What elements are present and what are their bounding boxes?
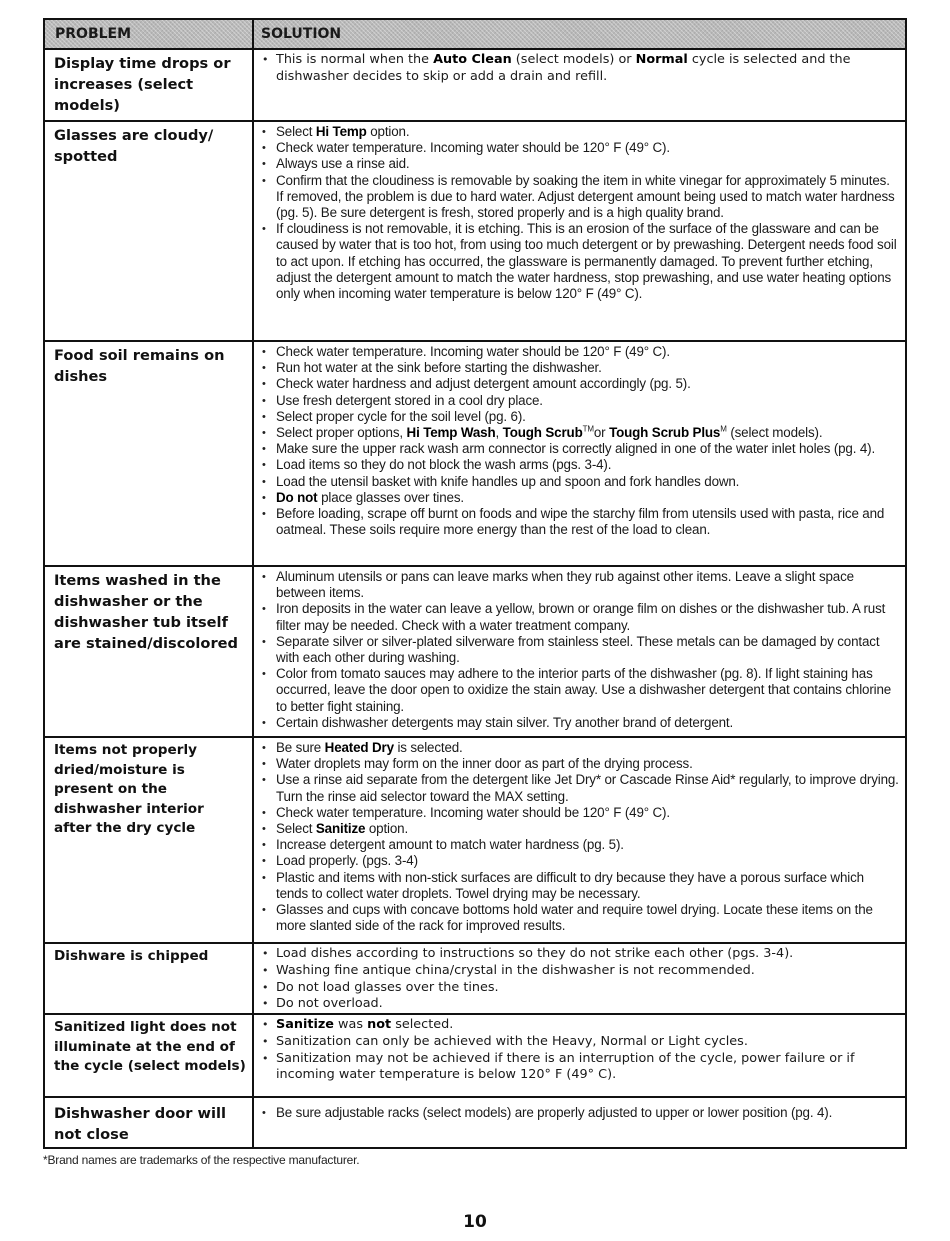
solution-cell	[254, 738, 905, 942]
solution-item: • Color from tomato sauces may adhere to the interior parts of the dishwasher (pg. 8). If light staining has occurred, leave the door open to oxidize the stain away. Use a dishwasher detergent that contains chlorine to better fight staining.	[260, 666, 899, 715]
solution-cell	[254, 1015, 905, 1096]
solution-item: • Be sure adjustable racks (select models) are properly adjusted to upper or lower position (pg. 4).	[260, 1105, 899, 1121]
solution-item: • Use a rinse aid separate from the detergent like Jet Dry* or Cascade Rinse Aid* regularly, to improve drying. Turn the rinse aid selector toward the MAX setting.	[260, 772, 899, 804]
page-number: 10	[463, 1212, 487, 1232]
solution-item: • Increase detergent amount to match water hardness (pg. 5).	[260, 837, 899, 853]
solution-item: • This is normal when the Auto Clean (select models) or Normal cycle is selected and the dishwasher decides to skip or add a drain and refill.	[260, 52, 899, 86]
table-header	[45, 20, 905, 50]
solution-item: • Washing fine antique china/crystal in the dishwasher is not recommended.	[260, 963, 899, 980]
solution-item: • Select Hi Temp option.	[260, 124, 899, 140]
solution-item: • Check water temperature. Incoming water should be 120° F (49° C).	[260, 805, 899, 821]
problem-cell: Glasses are cloudy/ spotted	[45, 122, 254, 340]
solution-item: • Sanitization can only be achieved with the Heavy, Normal or Light cycles.	[260, 1034, 899, 1051]
problem-cell: Food soil remains on dishes	[45, 342, 254, 565]
solution-item: • Sanitize was not selected.	[260, 1017, 899, 1034]
solution-item: • Run hot water at the sink before starting the dishwasher.	[260, 360, 899, 376]
table-row	[45, 50, 905, 122]
solution-item: • Select proper options, Hi Temp Wash, Tough Scrub™or Tough Scrub Plus$^M$ (select models).	[260, 425, 899, 441]
solution-item: • Certain dishwasher detergents may stain silver. Try another brand of detergent.	[260, 715, 899, 731]
table-row	[45, 738, 905, 944]
problem-cell: Items not properly dried/moisture is present on the dishwasher interior after the dry cycle	[45, 738, 254, 942]
solution-item: • Iron deposits in the water can leave a yellow, brown or orange film on dishes or the dishwasher tub. A rust filter may be needed. Check with a water treatment company.	[260, 601, 899, 633]
solution-item: • Load properly. (pgs. 3-4)	[260, 853, 899, 869]
solution-item: • Do not load glasses over the tines.	[260, 980, 899, 997]
solution-item: • Before loading, scrape off burnt on foods and wipe the starchy film from utensils used with pasta, rice and oatmeal. These soils require more energy than the rest of the load to clean.	[260, 506, 899, 538]
solution-cell	[254, 122, 905, 340]
table-row	[45, 1015, 905, 1098]
solution-item: • Check water temperature. Incoming water should be 120° F (49° C).	[260, 344, 899, 360]
solution-cell	[254, 1098, 905, 1147]
solution-item: • Select Sanitize option.	[260, 821, 899, 837]
solution-item: • Use fresh detergent stored in a cool dry place.	[260, 393, 899, 409]
solution-item: • Sanitization may not be achieved if there is an interruption of the cycle, power failure or if incoming water temperature is below 120° F (49° C).	[260, 1051, 899, 1085]
solution-item: • Select proper cycle for the soil level (pg. 6).	[260, 409, 899, 425]
problem-cell: Sanitized light does not illuminate at the end of the cycle (select models)	[45, 1015, 254, 1096]
solution-item: • Always use a rinse aid.	[260, 156, 899, 172]
header-solution: SOLUTION	[261, 26, 342, 42]
solution-item: • Load the utensil basket with knife handles up and spoon and fork handles down.	[260, 474, 899, 490]
solution-item: • Plastic and items with non-stick surfaces are difficult to dry because they have a porous surface which tends to collect water droplets. Towel drying may be necessary.	[260, 870, 899, 902]
solution-item: • Aluminum utensils or pans can leave marks when they rub against other items. Leave a slight space between items.	[260, 569, 899, 601]
solution-item: • If cloudiness is not removable, it is etching. This is an erosion of the surface of the glassware and can be caused by water that is too hot, from using too much detergent or by prewashing. Detergent needs food soil to act upon. If etching has occurred, the glassware is permanently damaged. To prevent further etching, adjust the detergent amount to match the water hardness, stop prewashing, and use water heating options only when incoming water temperature is below 120° F (49° C).	[260, 221, 899, 302]
solution-item: • Load dishes according to instructions so they do not strike each other (pgs. 3-4).	[260, 946, 899, 963]
table-row	[45, 567, 905, 738]
problem-cell: Items washed in the dishwasher or the dishwasher tub itself are stained/discolored	[45, 567, 254, 736]
problem-cell: Dishwasher door will not close	[45, 1098, 254, 1147]
solution-item: • Confirm that the cloudiness is removable by soaking the item in white vinegar for approximately 5 minutes. If removed, the problem is due to hard water. Adjust detergent amount being used to match water hardness (pg. 5). Be sure detergent is fresh, stored properly and is a high quality brand.	[260, 173, 899, 222]
solution-item: • Do not place glasses over tines.	[260, 490, 899, 506]
table-row	[45, 122, 905, 342]
problem-cell: Display time drops or increases (select models)	[45, 50, 254, 120]
solution-cell	[254, 50, 905, 120]
problem-cell: Dishware is chipped	[45, 944, 254, 1013]
solution-item: • Do not overload.	[260, 996, 899, 1013]
solution-cell	[254, 567, 905, 736]
solution-cell	[254, 342, 905, 565]
solution-item: • Be sure Heated Dry is selected.	[260, 740, 899, 756]
table-row	[45, 944, 905, 1015]
solution-item: • Make sure the upper rack wash arm connector is correctly aligned in one of the water inlet holes (pg. 4).	[260, 441, 899, 457]
solution-item: • Water droplets may form on the inner door as part of the drying process.	[260, 756, 899, 772]
header-problem: PROBLEM	[45, 20, 254, 48]
table-row	[45, 342, 905, 567]
trademark-footnote: *Brand names are trademarks of the respective manufacturer.	[43, 1153, 360, 1167]
solution-cell	[254, 944, 905, 1013]
solution-item: • Check water temperature. Incoming water should be 120° F (49° C).	[260, 140, 899, 156]
solution-item: • Glasses and cups with concave bottoms hold water and require towel drying. Locate these items on the more slanted side of the rack for improved results.	[260, 902, 899, 934]
solution-item: • Load items so they do not block the wash arms (pgs. 3-4).	[260, 457, 899, 473]
troubleshooting-table	[43, 18, 907, 1149]
solution-item: • Check water hardness and adjust detergent amount accordingly (pg. 5).	[260, 376, 899, 392]
table-row	[45, 1098, 905, 1147]
solution-item: • Separate silver or silver-plated silverware from stainless steel. These metals can be damaged by contact with each other during washing.	[260, 634, 899, 666]
